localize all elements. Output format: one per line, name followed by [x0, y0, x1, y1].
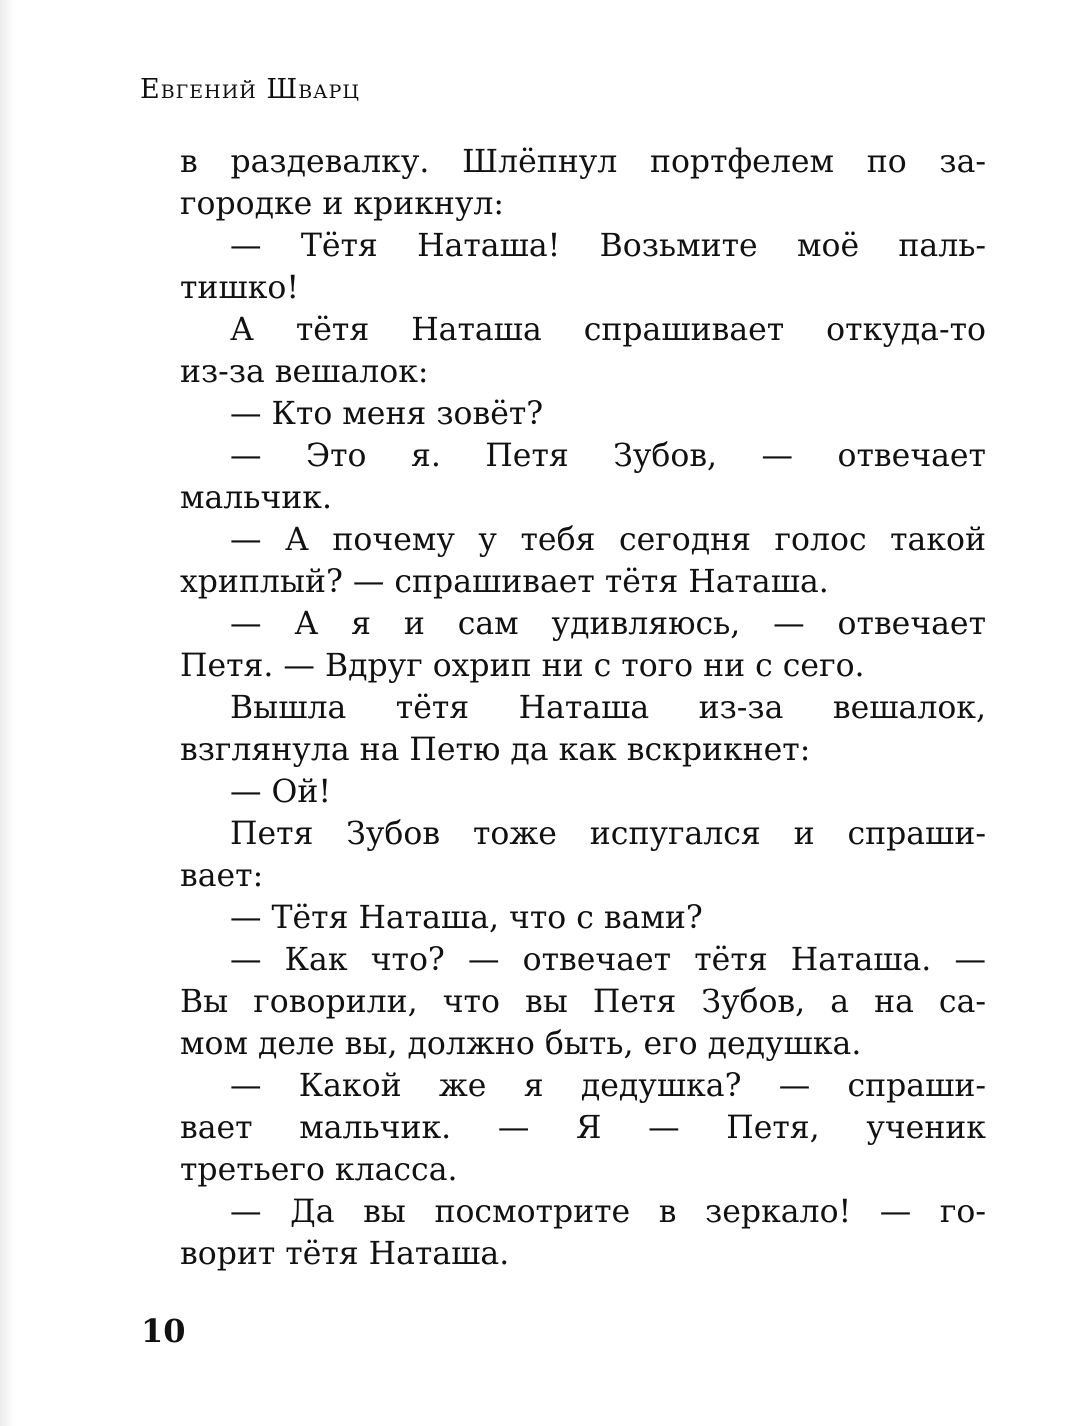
- page-number: 10: [141, 1312, 186, 1350]
- body-text: [180, 141, 986, 1275]
- text-line: — А я и сам удивляюсь, — отвечает: [230, 606, 986, 642]
- text-line: — Как что? — отвечает тётя Наташа. —: [230, 942, 986, 978]
- text-line: тишко!: [180, 270, 300, 306]
- text-line: — Кто меня зовёт?: [230, 396, 544, 432]
- text-line: — Тётя Наташа, что с вами?: [230, 900, 703, 936]
- text-line: городке и крикнул:: [180, 186, 505, 222]
- text-line: вает мальчик. — Я — Петя, ученик: [180, 1110, 986, 1146]
- text-line: Вы говорили, что вы Петя Зубов, а на са-: [180, 984, 986, 1020]
- text-line: ворит тётя Наташа.: [180, 1236, 510, 1272]
- text-line: в раздевалку. Шлёпнул портфелем по за-: [180, 144, 986, 180]
- text-line: — Это я. Петя Зубов, — отвечает: [230, 438, 986, 474]
- text-line: — А почему у тебя сегодня голос такой: [230, 522, 986, 558]
- text-line: мальчик.: [180, 480, 332, 516]
- text-line: — Да вы посмотрите в зеркало! — го-: [230, 1194, 986, 1230]
- text-line: из-за вешалок:: [180, 354, 429, 390]
- text-line: мом деле вы, должно быть, его дедушка.: [180, 1026, 862, 1062]
- text-line: взглянула на Петю да как вскрикнет:: [180, 732, 811, 768]
- text-line: Петя Зубов тоже испугался и спраши-: [230, 816, 986, 852]
- running-header-author: Евгений Шварц: [140, 74, 360, 105]
- text-line: — Тётя Наташа! Возьмите моё паль-: [230, 228, 986, 264]
- text-line: третьего класса.: [180, 1152, 458, 1188]
- page-edge-shadow: [0, 0, 14, 1426]
- text-line: — Какой же я дедушка? — спраши-: [230, 1068, 986, 1104]
- text-line: А тётя Наташа спрашивает откуда-то: [230, 312, 986, 348]
- text-line: вает:: [180, 858, 264, 894]
- text-line: — Ой!: [230, 774, 331, 810]
- text-line: Вышла тётя Наташа из-за вешалок,: [230, 690, 986, 726]
- text-line: хриплый? — спрашивает тётя Наташа.: [180, 564, 829, 600]
- text-line: Петя. — Вдруг охрип ни с того ни с сего.: [180, 648, 865, 684]
